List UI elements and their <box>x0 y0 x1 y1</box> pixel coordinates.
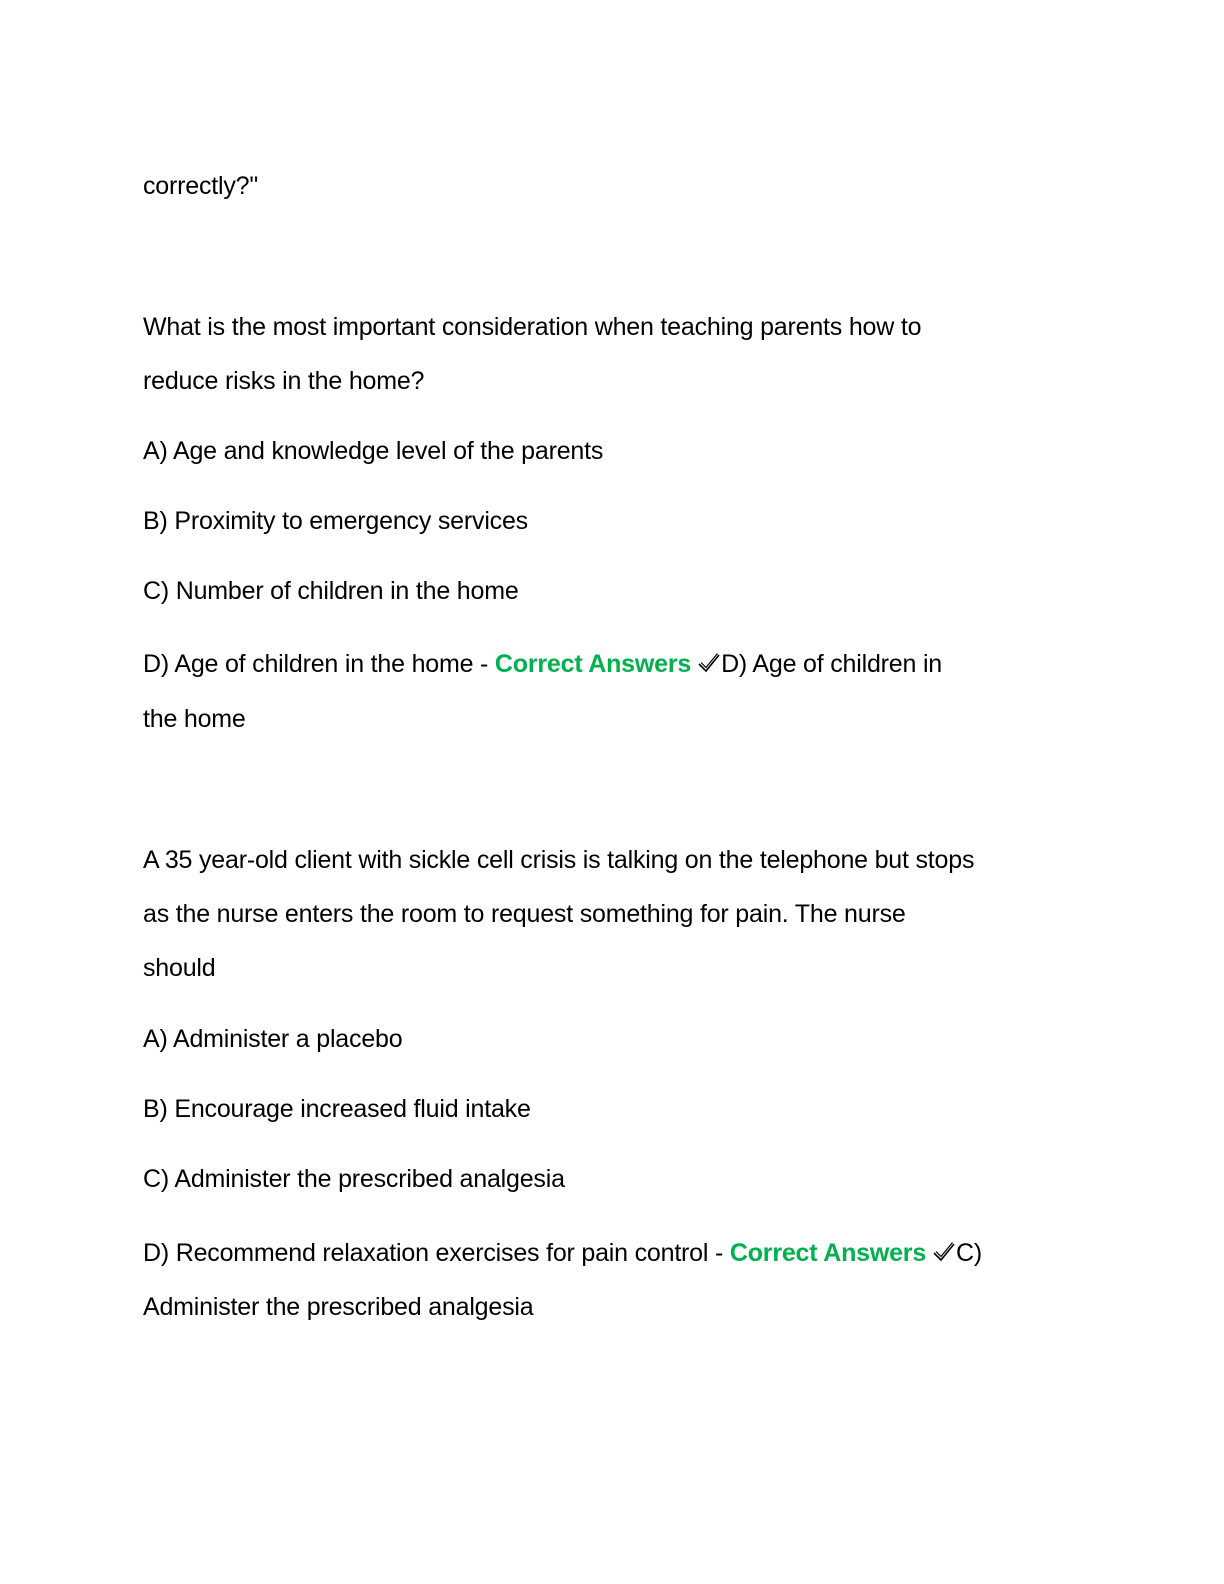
question-2-option-a: A) Administer a placebo <box>143 1025 403 1053</box>
check-mark-icon <box>697 652 721 674</box>
question-2-answer-text: C) <box>956 1239 983 1267</box>
check-mark-icon <box>932 1241 956 1263</box>
question-1-stem-line-2: reduce risks in the home? <box>143 367 425 395</box>
question-1-option-a: A) Age and knowledge level of the parents <box>143 437 604 465</box>
question-2-option-c: C) Administer the prescribed analgesia <box>143 1165 565 1193</box>
question-1-option-b: B) Proximity to emergency services <box>143 507 528 535</box>
question-2-answer-text-continued: Administer the prescribed analgesia <box>143 1293 534 1321</box>
question-2-stem-line-2: as the nurse enters the room to request something for pain. The nurse <box>143 900 906 928</box>
question-2-option-d: D) Recommend relaxation exercises for pain control - <box>143 1239 730 1267</box>
correct-answers-label: Correct Answers <box>494 650 692 678</box>
question-1-option-d: D) Age of children in the home - <box>143 650 495 678</box>
question-1-answer-text-continued: the home <box>143 705 246 733</box>
question-1-option-c: C) Number of children in the home <box>143 577 519 605</box>
question-2-option-d-answer-line <box>143 1238 982 1268</box>
question-2-option-b: B) Encourage increased fluid intake <box>143 1095 531 1123</box>
continuation-text: correctly?" <box>143 172 259 200</box>
correct-answers-label: Correct Answers <box>729 1239 927 1267</box>
question-2-stem-line-3: should <box>143 954 216 982</box>
question-1-option-d-answer-line <box>143 649 942 679</box>
question-1-stem-line-1: What is the most important consideration when teaching parents how to <box>143 313 922 341</box>
question-2-stem-line-1: A 35 year-old client with sickle cell crisis is talking on the telephone but stops <box>143 846 975 874</box>
question-1-answer-text: D) Age of children in <box>721 650 943 678</box>
